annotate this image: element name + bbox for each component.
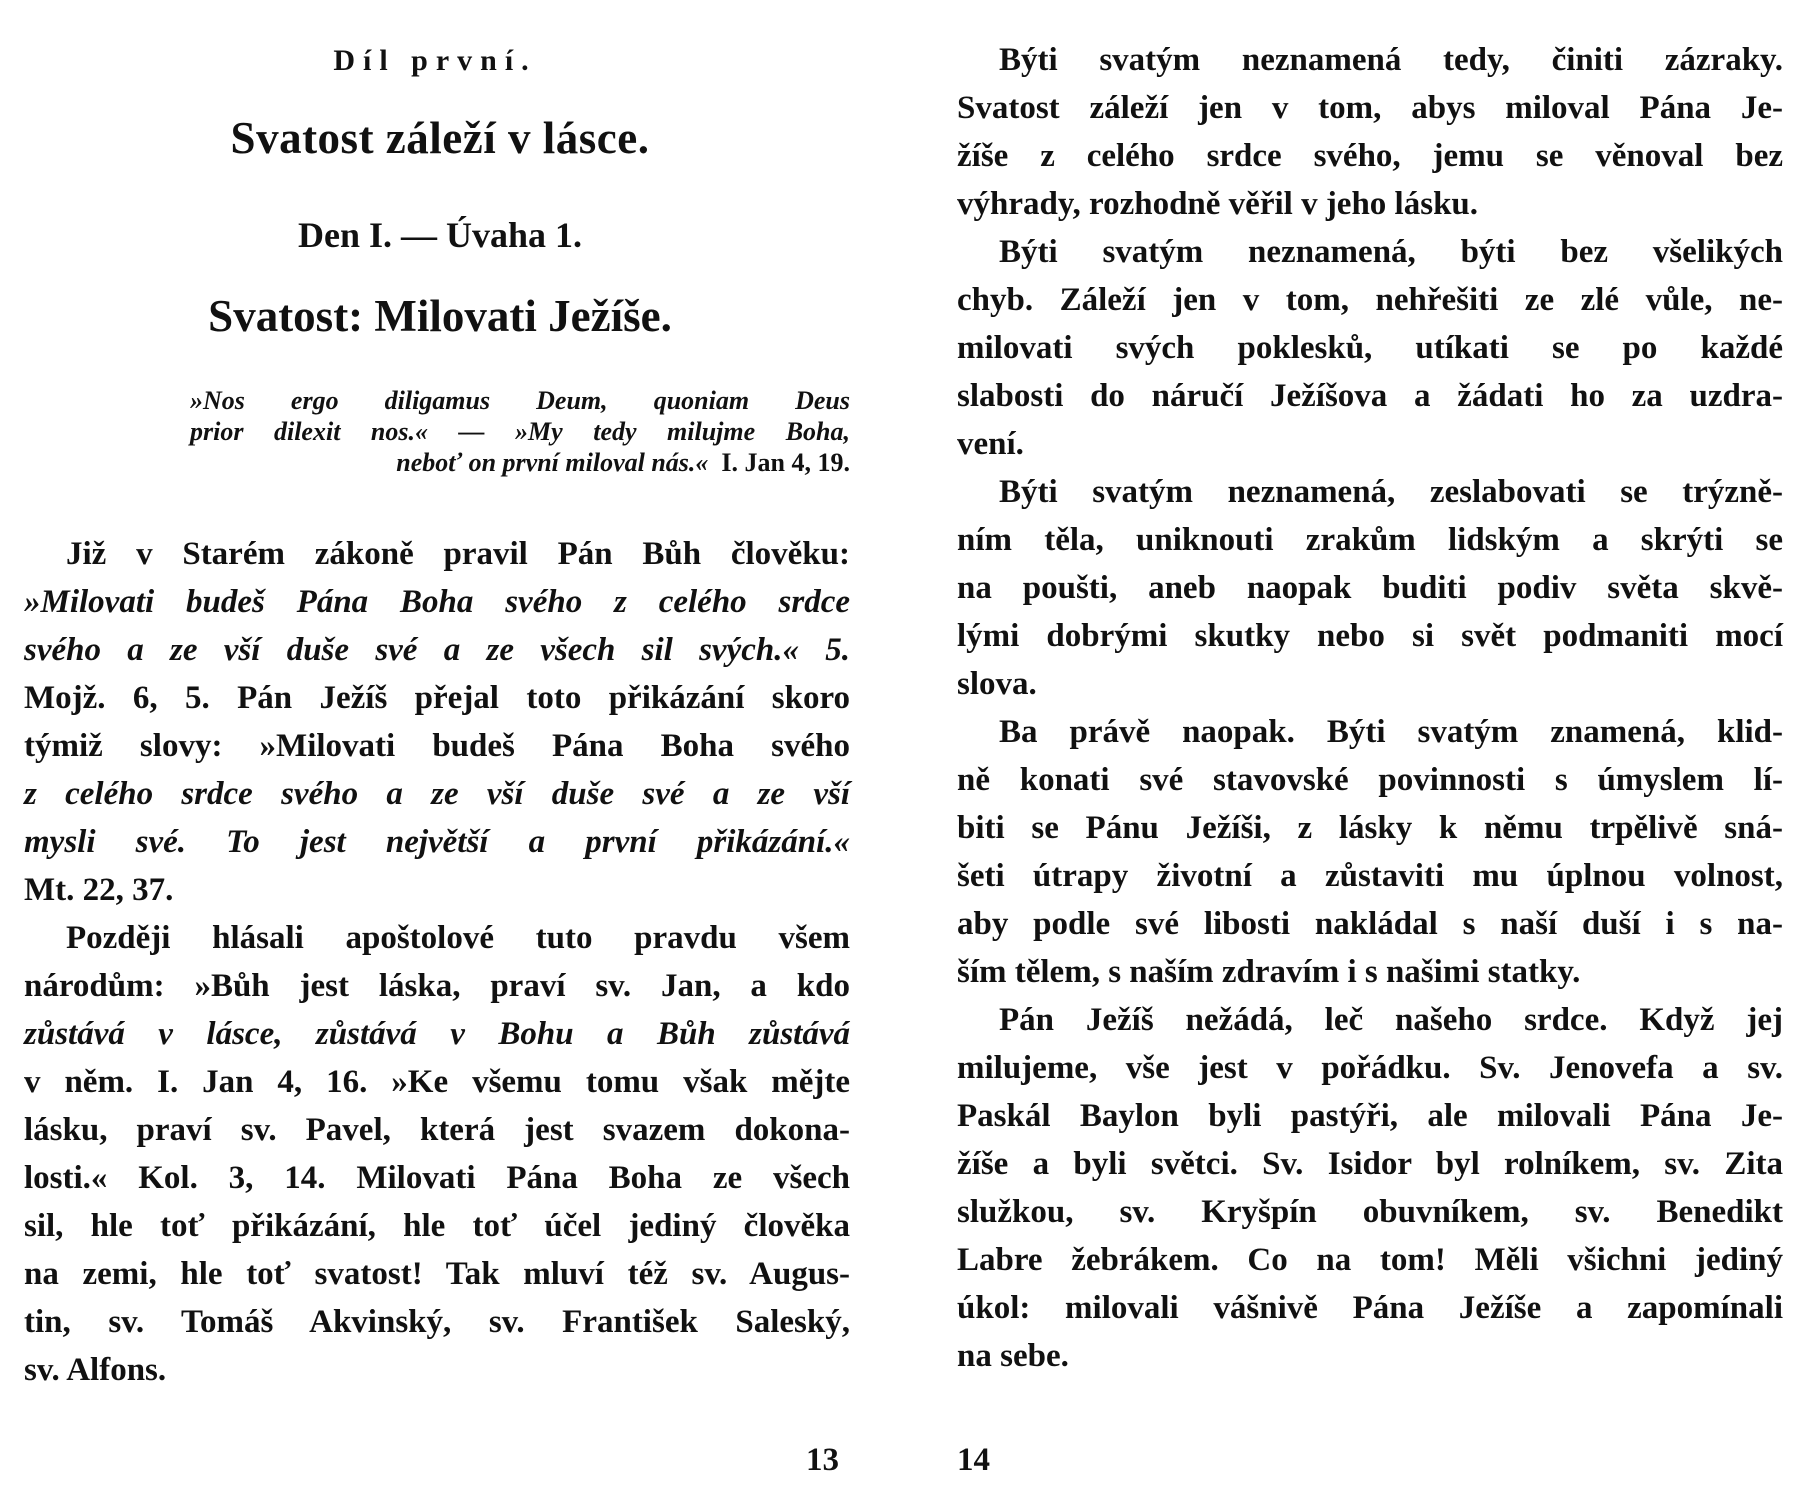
text-line: na zemi, hle toť svatost! Tak mluví též sv. Augus- [24, 1256, 850, 1292]
text-line: vení. [957, 426, 1024, 462]
motto-line: »Nos ergo diligamus Deum, quoniam Deus [190, 386, 850, 415]
motto-line-text: neboť on první miloval nás.« [396, 448, 709, 477]
text-line: Později hlásali apoštolové tuto pravdu všem [66, 920, 850, 956]
text-line: úkol: milovali vášnivě Pána Ježíše a zapomínali [957, 1290, 1783, 1326]
motto-reference: I. Jan 4, 19. [721, 448, 850, 477]
text-line: v něm. I. Jan 4, 16. »Ke všemu tomu však mějte [24, 1064, 850, 1100]
text-line: ním těla, uniknouti zrakům lidským a skrýti se [957, 522, 1783, 558]
text-line: slabosti do náručí Ježíšova a žádati ho za uzdra- [957, 378, 1783, 414]
text-line: tin, sv. Tomáš Akvinský, sv. František Saleský, [24, 1304, 850, 1340]
text-line: Mojž. 6, 5. Pán Ježíš přejal toto přikázání skoro [24, 680, 850, 716]
text-line: na sebe. [957, 1338, 1069, 1374]
text-line: lými dobrými skutky nebo si svět podmaniti mocí [957, 618, 1783, 654]
paragraph [957, 708, 1783, 996]
right-page [901, 0, 1802, 1500]
text-line: Již v Starém zákoně pravil Pán Bůh člověku: [66, 536, 850, 572]
text-line: lásku, praví sv. Pavel, která jest svazem dokona- [24, 1112, 850, 1148]
text-line: výhrady, rozhodně věřil v jeho lásku. [957, 186, 1479, 222]
text-line: šeti útrapy životní a zůstaviti mu úplnou volnost, [957, 858, 1783, 894]
meditation-label: Den I. — Úvaha 1. [297, 215, 583, 255]
text-line: Mt. 22, 37. [24, 872, 174, 908]
paragraph [957, 468, 1783, 708]
text-line: losti.« Kol. 3, 14. Milovati Pána Boha ze všech [24, 1160, 850, 1196]
paragraph [24, 914, 850, 1394]
paragraph [957, 36, 1783, 228]
text-line: žíše z celého srdce svého, jemu se věnoval bez [957, 138, 1783, 174]
text-line: Paskál Baylon byli pastýři, ale milovali Pána Je- [957, 1098, 1783, 1134]
motto-quote [190, 385, 850, 478]
text-line: »Milovati budeš Pána Boha svého z celého srdce [24, 584, 850, 620]
section-title: Svatost záleží v lásce. [230, 113, 650, 163]
text-line: na poušti, aneb naopak buditi podiv světa skvě- [957, 570, 1783, 606]
text-line: slova. [957, 666, 1037, 702]
motto-line [190, 447, 850, 478]
text-line: milovati svých poklesků, utíkati se po každé [957, 330, 1783, 366]
text-line: Ba právě naopak. Býti svatým znamená, klid- [999, 714, 1783, 750]
text-line: ším tělem, s naším zdravím i s našimi statky. [957, 954, 1581, 990]
text-line: žíše a byli světci. Sv. Isidor byl rolníkem, sv. Zita [957, 1146, 1783, 1182]
right-body-text [957, 36, 1783, 1380]
text-line: z celého srdce svého a ze vší duše své a ze vší [24, 776, 850, 812]
text-line: chyb. Záleží jen v tom, nehřešiti ze zlé vůle, ne- [957, 282, 1783, 318]
text-line: aby podle své libosti nakládal s naší duší i s na- [957, 906, 1783, 942]
text-line: týmiž slovy: »Milovati budeš Pána Boha svého [24, 728, 850, 764]
text-line: Býti svatým neznamená, zeslabovati se trýzně- [999, 474, 1783, 510]
text-line: sv. Alfons. [24, 1352, 167, 1388]
motto-line: prior dilexit nos.« — »My tedy milujme Boha, [190, 417, 850, 446]
text-line: svého a ze vší duše své a ze všech sil svých.« 5. [24, 632, 850, 668]
text-line: milujeme, vše jest v pořádku. Sv. Jenovefa a sv. [957, 1050, 1783, 1086]
text-line: národům: »Bůh jest láska, praví sv. Jan, a kdo [24, 968, 850, 1004]
paragraph [957, 996, 1783, 1380]
meditation-title: Svatost: Milovati Ježíše. [208, 291, 672, 341]
text-line: Býti svatým neznamená tedy, činiti zázraky. [999, 42, 1783, 78]
text-line: mysli své. To jest největší a první přikázání.« [24, 824, 850, 860]
left-body-text [24, 530, 850, 1394]
text-line: Labre žebrákem. Co na tom! Měli všichni jediný [957, 1242, 1783, 1278]
page-number: 13 [806, 1442, 839, 1478]
paragraph [24, 530, 850, 914]
text-line: Býti svatým neznamená, býti bez všelikých [999, 234, 1783, 270]
text-line: ně konati své stavovské povinnosti s úmyslem lí- [957, 762, 1783, 798]
page-number: 14 [957, 1442, 990, 1478]
text-line: sil, hle toť přikázání, hle toť účel jediný člověka [24, 1208, 850, 1244]
part-title: Díl první. [333, 44, 537, 77]
text-line: zůstává v lásce, zůstává v Bohu a Bůh zůstává [24, 1016, 850, 1052]
paragraph [957, 228, 1783, 468]
text-line: služkou, sv. Kryšpín obuvníkem, sv. Benedikt [957, 1194, 1783, 1230]
text-line: Svatost záleží jen v tom, abys miloval Pána Je- [957, 90, 1783, 126]
text-line: Pán Ježíš nežádá, leč našeho srdce. Když jej [999, 1002, 1783, 1038]
text-line: biti se Pánu Ježíši, z lásky k němu trpělivě sná- [957, 810, 1783, 846]
